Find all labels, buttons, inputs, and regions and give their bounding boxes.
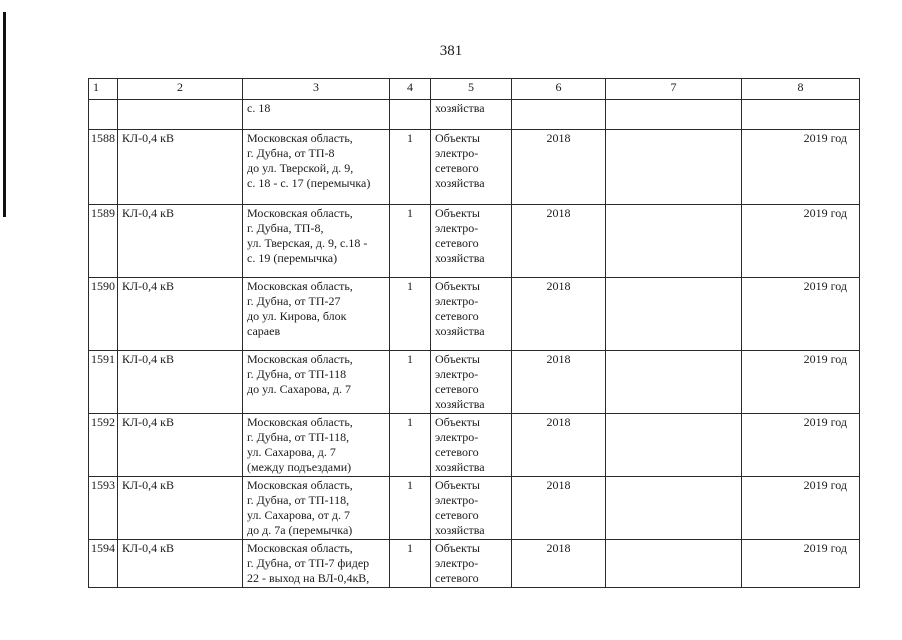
header-col-6: 6 [512,79,606,100]
table-row [89,351,860,414]
cell-year: 2018 [512,130,606,205]
cell-col7 [606,205,742,278]
cell-term: 2019 год [742,477,860,540]
header-col-1: 1 [89,79,118,100]
cell-col7 [606,351,742,414]
cell-num: 1590 [89,278,118,351]
cell-year: 2018 [512,278,606,351]
cell-col7 [606,130,742,205]
cell-col7 [606,100,742,130]
cell-year: 2018 [512,540,606,588]
cell-purpose: Объекты электро- сетевого хозяйства [431,130,512,205]
table-row [89,414,860,477]
table-row [89,205,860,278]
cell-col7 [606,414,742,477]
cell-num: 1589 [89,205,118,278]
table-row [89,540,860,588]
cell-year: 2018 [512,477,606,540]
cell-address: с. 18 [243,100,390,130]
cell-term: 2019 год [742,278,860,351]
cell-purpose: Объекты электро- сетевого хозяйства [431,205,512,278]
cell-qty: 1 [390,414,431,477]
header-col-7: 7 [606,79,742,100]
cell-qty: 1 [390,477,431,540]
cell-address: Московская область, г. Дубна, от ТП-118, ул. Сахарова, д. 7 (между подъездами) [243,414,390,477]
cell-purpose: Объекты электро- сетевого [431,540,512,588]
cell-address: Московская область, г. Дубна, от ТП-118 до ул. Сахарова, д. 7 [243,351,390,414]
cell-address: Московская область, г. Дубна, от ТП-118, ул. Сахарова, от д. 7 до д. 7а (перемычка) [243,477,390,540]
table-row [89,477,860,540]
page-number: 381 [439,43,463,59]
cell-term: 2019 год [742,351,860,414]
cell-purpose: Объекты электро- сетевого хозяйства [431,477,512,540]
cell-name [118,100,243,130]
continuation-row [89,100,860,130]
cell-term: 2019 год [742,205,860,278]
cell-qty: 1 [390,540,431,588]
cell-address: Московская область, г. Дубна, ТП-8, ул. Тверская, д. 9, с.18 - с. 19 (перемычка) [243,205,390,278]
cell-year [512,100,606,130]
cell-name: КЛ-0,4 кВ [118,205,243,278]
cell-term: 2019 год [742,540,860,588]
cell-col7 [606,540,742,588]
cell-qty [390,100,431,130]
cell-address: Московская область, г. Дубна, от ТП-27 до ул. Кирова, блок сараев [243,278,390,351]
cell-purpose: Объекты электро- сетевого хозяйства [431,278,512,351]
cell-year: 2018 [512,414,606,477]
cell-num: 1593 [89,477,118,540]
cell-purpose: Объекты электро- сетевого хозяйства [431,414,512,477]
header-col-3: 3 [243,79,390,100]
cell-num [89,100,118,130]
cell-num: 1592 [89,414,118,477]
cell-term [742,100,860,130]
header-col-5: 5 [431,79,512,100]
cell-name: КЛ-0,4 кВ [118,351,243,414]
cell-purpose: Объекты электро- сетевого хозяйства [431,351,512,414]
cell-name: КЛ-0,4 кВ [118,414,243,477]
cell-purpose: хозяйства [431,100,512,130]
cell-num: 1591 [89,351,118,414]
cell-name: КЛ-0,4 кВ [118,540,243,588]
cell-term: 2019 год [742,414,860,477]
header-col-2: 2 [118,79,243,100]
cell-col7 [606,477,742,540]
cell-num: 1588 [89,130,118,205]
cell-year: 2018 [512,205,606,278]
cell-year: 2018 [512,351,606,414]
cell-qty: 1 [390,205,431,278]
header-col-8: 8 [742,79,860,100]
table-row [89,278,860,351]
cell-address: Московская область, г. Дубна, от ТП-8 до ул. Тверской, д. 9, с. 18 - с. 17 (перемычка) [243,130,390,205]
cell-qty: 1 [390,351,431,414]
cell-name: КЛ-0,4 кВ [118,477,243,540]
cell-num: 1594 [89,540,118,588]
cell-col7 [606,278,742,351]
cell-term: 2019 год [742,130,860,205]
cell-name: КЛ-0,4 кВ [118,278,243,351]
cell-address: Московская область, г. Дубна, от ТП-7 фидер 22 - выход на ВЛ-0,4кВ, [243,540,390,588]
header-col-4: 4 [390,79,431,100]
cell-name: КЛ-0,4 кВ [118,130,243,205]
objects-table [88,78,860,588]
cell-qty: 1 [390,130,431,205]
cell-qty: 1 [390,278,431,351]
table-row [89,130,860,205]
table-header-row [89,79,860,100]
